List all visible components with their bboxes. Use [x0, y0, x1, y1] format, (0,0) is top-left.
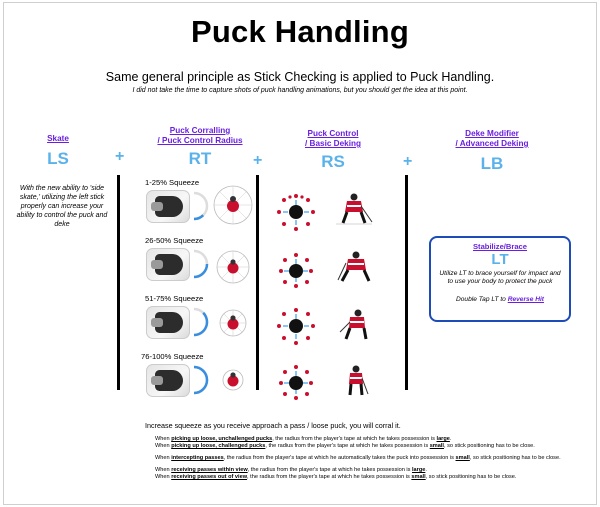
deke-key: LB — [480, 154, 504, 173]
rule-1: When picking up loose, unchallenged pucks, the radius from the player's tape at which he takes possession is large. — [155, 436, 452, 442]
squeeze-gauge-3 — [190, 306, 210, 338]
control-key: RS — [321, 152, 345, 171]
squeeze-gauge-4 — [190, 364, 210, 396]
rule-3: When intercepting passes, the radius from the player's tape at which he automatically takes the puck into possession is small, so stick positioning has to be close. — [155, 455, 561, 461]
squeeze-gauge-fill-3 — [194, 313, 207, 335]
trigger-image-2 — [146, 248, 190, 281]
corral-header-line1: Puck Corralling — [169, 126, 231, 135]
page-note: I did not take the time to capture shots of puck handling animations, but you should get the idea at this point. — [132, 87, 468, 94]
control-header-line2: / Basic Deking — [305, 139, 361, 148]
control-header-line1: Puck Control — [307, 129, 359, 138]
squeeze-gauge-fill-2 — [194, 264, 207, 277]
squeeze-gauge-fill-1 — [194, 215, 203, 219]
trigger-image-3 — [146, 306, 190, 339]
squeeze-gauge-fill-4 — [194, 367, 207, 393]
corral-radius-image-1 — [212, 184, 254, 226]
stick-direction-hud-3 — [276, 306, 316, 348]
squeeze-gauge-2 — [190, 248, 210, 280]
brace-callout — [429, 236, 571, 322]
rule-5: When receiving passes out of view, the radius from the player's tape at which he takes possession is small, so stick positioning has to be close. — [155, 474, 517, 480]
deke-header-line2: / Advanced Deking — [455, 139, 529, 148]
brace-key: LT — [491, 251, 509, 268]
page-title: Puck Handling — [191, 14, 409, 49]
stick-direction-hud-2 — [276, 250, 316, 292]
stick-direction-hud-1 — [276, 192, 316, 234]
squeeze-label-1: 1-25% Squeeze — [145, 178, 200, 187]
player-animation-3 — [336, 308, 376, 342]
page-subtitle: Same general principle as Stick Checking is applied to Puck Handling. — [105, 70, 495, 84]
corral-radius-image-2 — [212, 248, 254, 286]
squeeze-gauge-1 — [190, 190, 210, 222]
rule-2: When picking up loose, challenged pucks, the radius from the player's tape at which he takes possession is small, so stick positioning has to be close. — [155, 443, 535, 449]
corral-header — [145, 126, 255, 146]
corral-info: Increase squeeze as you receive approach a pass / loose puck, you will corral it. — [145, 421, 401, 430]
divider-3 — [405, 175, 408, 390]
player-animation-2 — [336, 250, 376, 284]
brace-footer-text: Double Tap LT to — [456, 296, 506, 303]
rule-4: When receiving passes within view, the radius from the player's tape at which he takes possession is large. — [155, 467, 427, 473]
corral-header-line2: / Puck Control Radius — [157, 136, 243, 145]
trigger-image-1 — [146, 190, 190, 223]
brace-title: Stabilize/Brace — [472, 242, 528, 251]
corral-key: RT — [188, 149, 212, 168]
skate-key: LS — [47, 149, 69, 168]
squeeze-label-4: 76-100% Squeeze — [141, 352, 204, 361]
brace-footer — [431, 296, 569, 303]
skate-header: Skate — [47, 134, 69, 143]
player-animation-4 — [336, 364, 376, 398]
deke-header-line1: Deke Modifier — [465, 129, 519, 138]
reverse-hit-link[interactable]: Reverse Hit — [507, 296, 544, 303]
player-animation-1 — [334, 192, 374, 226]
plus-sign-3: + — [403, 153, 413, 170]
squeeze-label-2: 26-50% Squeeze — [145, 236, 204, 245]
control-header — [283, 129, 383, 149]
corral-radius-image-3 — [212, 305, 254, 341]
stick-direction-hud-4 — [276, 362, 316, 404]
squeeze-label-3: 51-75% Squeeze — [145, 294, 204, 303]
corral-radius-image-4 — [212, 360, 254, 400]
trigger-image-4 — [146, 364, 190, 397]
rules-list — [155, 436, 595, 481]
plus-sign-2: + — [253, 152, 263, 169]
divider-1 — [117, 175, 120, 390]
skate-description: With the new ability to 'side skate,' utilizing the left stick properly can increase your ability to control the puck and deke — [16, 185, 108, 228]
brace-description: Utilize LT to brace yourself for impact and to use your body to protect the puck — [439, 270, 561, 285]
plus-sign-1: + — [115, 148, 125, 165]
deke-header — [442, 129, 542, 149]
divider-2 — [256, 175, 259, 390]
